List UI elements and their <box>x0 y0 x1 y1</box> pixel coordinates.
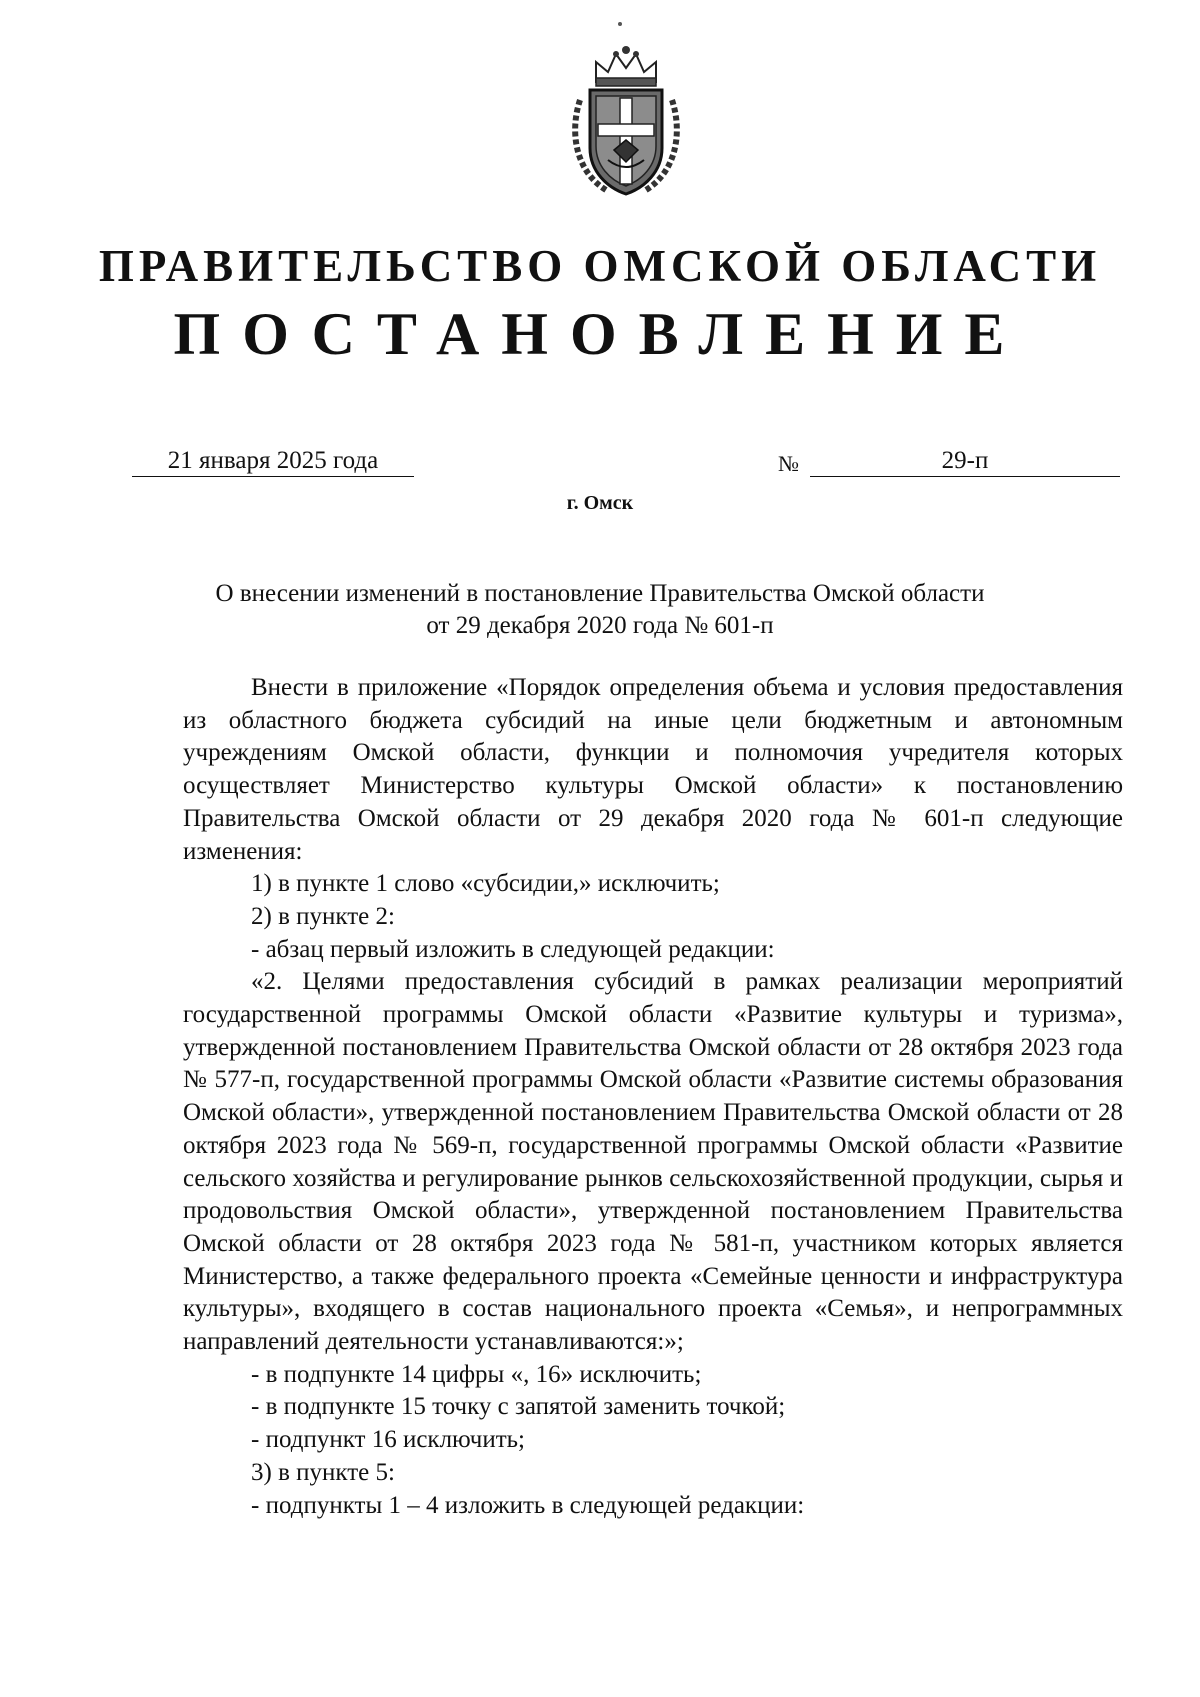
body-paragraph: 2) в пункте 2: <box>251 902 395 930</box>
body-paragraph: 1) в пункте 1 слово «субсидии,» исключить; <box>251 870 720 898</box>
body-paragraph: - абзац первый изложить в следующей редакции: <box>251 935 775 963</box>
body-paragraph: - подпункты 1 – 4 изложить в следующей редакции: <box>251 1491 805 1519</box>
omsk-coat-of-arms-icon <box>566 40 686 200</box>
document-city: г. Омск <box>566 492 634 514</box>
body-paragraph: - подпункт 16 исключить; <box>251 1426 525 1454</box>
body-paragraph: - в подпункте 14 цифры «, 16» исключить; <box>251 1360 702 1388</box>
body-paragraph: - в подпункте 15 точку с запятой заменить точкой; <box>251 1393 786 1421</box>
document-subject <box>0 578 1200 642</box>
body-paragraph: 3) в пункте 5: <box>251 1458 395 1486</box>
page-dot-mark <box>618 22 622 26</box>
document-body <box>183 672 1123 1522</box>
document-type-title: ПОСТАНОВЛЕНИЕ <box>173 301 1027 367</box>
document-number: 29-п <box>810 446 1120 477</box>
document-date: 21 января 2025 года <box>132 446 414 477</box>
organization-title: ПРАВИТЕЛЬСТВО ОМСКОЙ ОБЛАСТИ <box>98 241 1102 291</box>
subject-line-1: О внесении изменений в постановление Правительства Омской области <box>215 580 985 607</box>
body-paragraph: Внести в приложение «Порядок определения объема и условия предоставления из областного бюджета субсидий на иные цели бюджетным и автономным учреждениям Омской области, функции и полномочия учредителя которых осуществляет Министерство культуры Омской области» к постановлению Правительства Омской области от 29 декабря 2020 года № 601-п следующие изменения: <box>183 674 1123 865</box>
body-paragraph: «2. Целями предоставления субсидий в рамках реализации мероприятий государственной программы Омской области «Развитие культуры и туризма», утвержденной постановлением Правительства Омской области от 28 октября 2023 года № 577-п, государственной программы Омской области «Развитие системы образования Омской области», утвержденной постановлением Правительства Омской области от 28 октября 2023 года № 569-п, государственной программы Омской области «Развитие сельского хозяйства и регулирование рынков сельскохозяйственной продукции, сырья и продовольствия Омской области», утвержденной постановлением Правительства Омской области от 28 октября 2023 года № 581-п, участником которых является Министерство, а также федерального проекта «Семейные ценности и инфраструктура культуры», входящего в состав национального проекта «Семья», и непрограммных направлений деятельности устанавливаются:»; <box>183 968 1123 1356</box>
number-sign: № <box>778 451 799 476</box>
subject-line-2: от 29 декабря 2020 года № 601-п <box>426 612 774 639</box>
